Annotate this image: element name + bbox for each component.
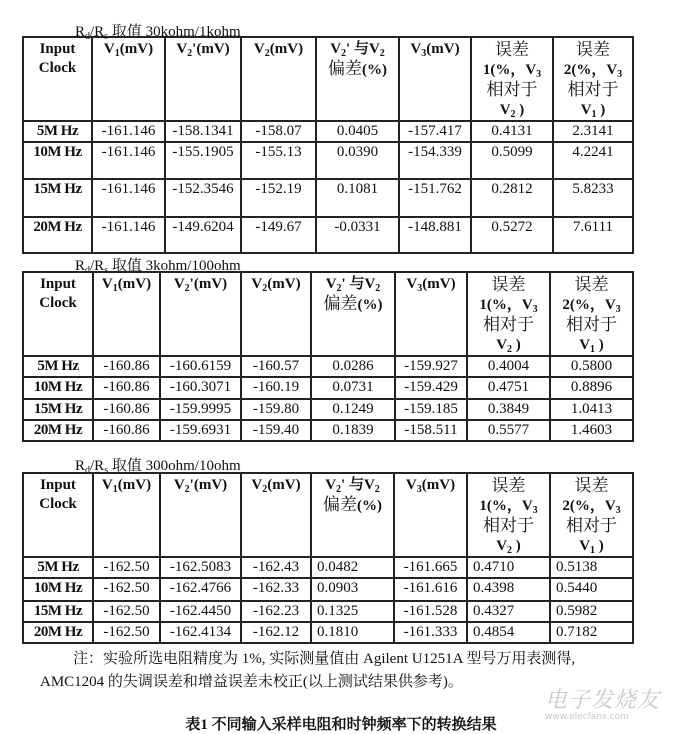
title-text: /R bbox=[90, 258, 105, 274]
column-header bbox=[93, 473, 160, 557]
value-cell: -161.616 bbox=[394, 578, 467, 601]
value-cell: 0.5138 bbox=[550, 557, 633, 578]
header-subscript: 3 bbox=[416, 484, 422, 495]
clock-cell: 5M Hz bbox=[23, 121, 92, 142]
header-text: 2(%，V bbox=[562, 498, 616, 514]
value-cell: 0.7182 bbox=[550, 622, 633, 643]
value-cell: -160.86 bbox=[93, 420, 160, 441]
header-subscript: 2 bbox=[510, 109, 516, 120]
header-text: 偏差 bbox=[323, 294, 358, 313]
value-cell: 0.0286 bbox=[311, 356, 395, 377]
header-text: V bbox=[173, 276, 185, 292]
column-header bbox=[471, 37, 553, 121]
header-subscript: 1 bbox=[112, 484, 118, 495]
header-text: 2(%，V bbox=[562, 297, 616, 313]
title-text: 取值 300ohm/10ohm bbox=[108, 458, 241, 474]
results-table bbox=[22, 472, 634, 644]
column-header bbox=[23, 473, 93, 557]
value-cell: -162.4766 bbox=[160, 578, 241, 601]
value-cell: -0.0331 bbox=[316, 217, 399, 253]
value-cell: -152.3546 bbox=[165, 179, 241, 217]
header-text: V bbox=[499, 102, 511, 118]
column-header bbox=[399, 37, 471, 121]
title-text: /R bbox=[90, 458, 105, 474]
value-cell: 0.2812 bbox=[471, 179, 553, 217]
value-cell: 0.3849 bbox=[467, 399, 550, 420]
title-subscript: d bbox=[85, 265, 91, 276]
clock-cell: 10M Hz bbox=[23, 377, 93, 399]
value-cell: -162.50 bbox=[93, 622, 160, 643]
value-cell: -159.9995 bbox=[160, 399, 241, 420]
value-cell: 0.0405 bbox=[316, 121, 399, 142]
header-text: V bbox=[251, 477, 263, 493]
header-text: ' 与V bbox=[346, 41, 380, 57]
value-cell: 0.1325 bbox=[311, 601, 394, 622]
header-text: (mV) bbox=[267, 477, 301, 493]
clock-cell: 15M Hz bbox=[23, 601, 93, 622]
value-cell: 0.4854 bbox=[467, 622, 550, 643]
header-text: Clock bbox=[38, 60, 77, 76]
clock-cell: 15M Hz bbox=[23, 179, 92, 217]
header-text: (mV) bbox=[269, 41, 304, 57]
value-cell: 0.5577 bbox=[467, 420, 550, 441]
column-header bbox=[23, 272, 93, 356]
clock-cell: 20M Hz bbox=[23, 622, 93, 643]
column-header bbox=[23, 37, 92, 121]
header-subscript: 2 bbox=[507, 344, 513, 355]
header-text: V bbox=[410, 41, 422, 57]
header-text: '(mV) bbox=[189, 276, 228, 292]
header-text: 偏差 bbox=[323, 495, 357, 514]
table-row bbox=[23, 578, 633, 601]
value-cell: 0.5800 bbox=[550, 356, 633, 377]
header-text: V bbox=[405, 477, 417, 493]
header-subscript: 2 bbox=[184, 484, 190, 495]
value-cell: -161.665 bbox=[394, 557, 467, 578]
table-row bbox=[23, 420, 633, 441]
value-cell: 1.4603 bbox=[550, 420, 633, 441]
header-text: 1(%，V bbox=[482, 62, 537, 78]
header-subscript: 1 bbox=[591, 109, 597, 120]
header-text: 1(%，V bbox=[479, 297, 533, 313]
header-subscript: 2 bbox=[374, 484, 380, 495]
header-text: V bbox=[325, 276, 337, 292]
header-text: V bbox=[176, 41, 188, 57]
value-cell: -160.19 bbox=[241, 377, 311, 399]
header-row bbox=[23, 473, 633, 557]
value-cell: -161.146 bbox=[92, 121, 165, 142]
header-text: 相对于 bbox=[566, 315, 617, 334]
value-cell: 5.8233 bbox=[553, 179, 633, 217]
table-row bbox=[23, 557, 633, 578]
value-cell: 0.5272 bbox=[471, 217, 553, 253]
value-cell: -161.146 bbox=[92, 142, 165, 179]
clock-cell: 5M Hz bbox=[23, 356, 93, 377]
header-text: ) bbox=[512, 538, 521, 554]
header-text: V bbox=[496, 337, 508, 353]
header-text: Clock bbox=[39, 295, 77, 311]
value-cell: -149.67 bbox=[241, 217, 316, 253]
value-cell: -154.339 bbox=[399, 142, 471, 179]
header-subscript: 2 bbox=[184, 283, 190, 294]
header-subscript: 2 bbox=[336, 484, 342, 495]
title-subscript: s bbox=[104, 265, 109, 276]
header-subscript: 3 bbox=[417, 283, 423, 294]
header-text: ' 与V bbox=[341, 276, 376, 292]
header-subscript: 1 bbox=[114, 48, 120, 59]
value-cell: -159.80 bbox=[241, 399, 311, 420]
value-cell: -162.43 bbox=[241, 557, 311, 578]
header-subscript: 3 bbox=[536, 69, 542, 80]
value-cell: 0.4710 bbox=[467, 557, 550, 578]
header-text: ) bbox=[595, 337, 604, 353]
header-row bbox=[23, 37, 633, 121]
header-subscript: 3 bbox=[617, 69, 623, 80]
table-row bbox=[23, 356, 633, 377]
value-cell: -148.881 bbox=[399, 217, 471, 253]
header-text: V bbox=[103, 41, 115, 57]
column-header bbox=[467, 272, 550, 356]
column-header bbox=[160, 272, 241, 356]
header-row bbox=[23, 272, 633, 356]
header-text: V bbox=[173, 477, 185, 493]
value-cell: -162.33 bbox=[241, 578, 311, 601]
header-text: 相对于 bbox=[566, 516, 617, 535]
clock-cell: 10M Hz bbox=[23, 578, 93, 601]
header-text: (mV) bbox=[117, 276, 152, 292]
column-header bbox=[160, 473, 241, 557]
value-cell: 0.0482 bbox=[311, 557, 394, 578]
header-subscript: 1 bbox=[590, 344, 596, 355]
table-row bbox=[23, 217, 633, 253]
header-text: 相对于 bbox=[483, 315, 534, 334]
title-text: R bbox=[75, 458, 86, 474]
value-cell: -162.4134 bbox=[160, 622, 241, 643]
header-text: 误差 bbox=[491, 275, 526, 294]
value-cell: -162.5083 bbox=[160, 557, 241, 578]
clock-cell: 15M Hz bbox=[23, 399, 93, 420]
header-subscript: 2 bbox=[187, 48, 193, 59]
clock-cell: 20M Hz bbox=[23, 420, 93, 441]
title-subscript: d bbox=[85, 31, 91, 42]
value-cell: 2.3141 bbox=[553, 121, 633, 142]
value-cell: -160.6159 bbox=[160, 356, 241, 377]
title-subscript: s bbox=[104, 465, 109, 476]
header-text: 偏差 bbox=[328, 59, 362, 78]
header-text: V bbox=[579, 538, 591, 554]
column-header bbox=[311, 473, 394, 557]
table-row bbox=[23, 601, 633, 622]
header-text: (mV) bbox=[426, 41, 460, 57]
value-cell: -159.185 bbox=[395, 399, 467, 420]
value-cell: -157.417 bbox=[399, 121, 471, 142]
header-text: Input bbox=[39, 41, 76, 57]
column-header bbox=[92, 37, 165, 121]
value-cell: 0.4398 bbox=[467, 578, 550, 601]
value-cell: 7.6111 bbox=[553, 217, 633, 253]
value-cell: -158.511 bbox=[395, 420, 467, 441]
header-text: 相对于 bbox=[486, 80, 538, 99]
value-cell: -161.146 bbox=[92, 179, 165, 217]
value-cell: -162.50 bbox=[93, 578, 160, 601]
header-text: (mV) bbox=[117, 477, 152, 493]
title-subscript: s bbox=[104, 31, 109, 42]
column-header bbox=[241, 37, 316, 121]
table-row bbox=[23, 121, 633, 142]
header-text: ) bbox=[595, 538, 604, 554]
table-row bbox=[23, 142, 633, 179]
header-text: (%) bbox=[357, 498, 382, 514]
value-cell: -161.528 bbox=[394, 601, 467, 622]
value-cell: 0.4131 bbox=[471, 121, 553, 142]
clock-cell: 20M Hz bbox=[23, 217, 92, 253]
value-cell: 0.0390 bbox=[316, 142, 399, 179]
header-text: V bbox=[580, 102, 592, 118]
header-subscript: 2 bbox=[379, 48, 385, 59]
value-cell: 1.0413 bbox=[550, 399, 633, 420]
column-header bbox=[550, 473, 633, 557]
value-cell: 0.4327 bbox=[467, 601, 550, 622]
value-cell: -161.146 bbox=[92, 217, 165, 253]
value-cell: -155.1905 bbox=[165, 142, 241, 179]
header-text: (mV) bbox=[421, 477, 456, 493]
title-text: R bbox=[75, 24, 86, 40]
note-line-1: 注：实验所选电阻精度为 1%, 实际测量值由 Agilent U1251A 型号万用表测得, bbox=[73, 651, 576, 667]
header-subscript: 2 bbox=[336, 283, 342, 294]
header-subscript: 1 bbox=[112, 283, 118, 294]
table-row bbox=[23, 377, 633, 399]
value-cell: 0.4004 bbox=[467, 356, 550, 377]
column-header bbox=[93, 272, 160, 356]
header-text: 相对于 bbox=[567, 80, 619, 99]
value-cell: 0.0731 bbox=[311, 377, 395, 399]
value-cell: 0.0903 bbox=[311, 578, 394, 601]
table-row bbox=[23, 622, 633, 643]
header-subscript: 3 bbox=[615, 304, 621, 315]
title-text: /R bbox=[90, 24, 105, 40]
column-header bbox=[316, 37, 399, 121]
value-cell: -158.07 bbox=[241, 121, 316, 142]
header-text: (%) bbox=[357, 297, 383, 313]
header-text: V bbox=[251, 276, 263, 292]
value-cell: 0.1249 bbox=[311, 399, 395, 420]
value-cell: -162.4450 bbox=[160, 601, 241, 622]
header-subscript: 3 bbox=[532, 304, 538, 315]
value-cell: -162.50 bbox=[93, 557, 160, 578]
header-text: V bbox=[579, 337, 591, 353]
header-text: ' 与V bbox=[341, 477, 375, 493]
value-cell: -159.927 bbox=[395, 356, 467, 377]
header-text: (mV) bbox=[119, 41, 154, 57]
column-header bbox=[241, 272, 311, 356]
column-header bbox=[165, 37, 241, 121]
header-text: 误差 bbox=[495, 40, 529, 59]
value-cell: -159.429 bbox=[395, 377, 467, 399]
header-subscript: 1 bbox=[590, 545, 596, 556]
header-subscript: 2 bbox=[507, 545, 513, 556]
header-text: 误差 bbox=[576, 40, 610, 59]
header-text: V bbox=[325, 477, 337, 493]
header-text: V bbox=[101, 276, 113, 292]
value-cell: 0.5982 bbox=[550, 601, 633, 622]
header-text: (%) bbox=[362, 62, 387, 78]
value-cell: -152.19 bbox=[241, 179, 316, 217]
header-subscript: 2 bbox=[262, 484, 268, 495]
column-header bbox=[553, 37, 633, 121]
header-text: V bbox=[406, 276, 418, 292]
header-subscript: 3 bbox=[421, 48, 427, 59]
header-text: ) bbox=[512, 337, 521, 353]
header-text: 误差 bbox=[574, 476, 609, 495]
value-cell: -149.6204 bbox=[165, 217, 241, 253]
title-text: 取值 3kohm/100ohm bbox=[108, 258, 241, 274]
title-text: 取值 30kohm/1kohm bbox=[108, 24, 241, 40]
value-cell: -151.762 bbox=[399, 179, 471, 217]
header-text: 相对于 bbox=[483, 516, 534, 535]
header-text: V bbox=[496, 538, 508, 554]
header-text: V bbox=[253, 41, 265, 57]
header-text: 误差 bbox=[491, 476, 526, 495]
header-subscript: 3 bbox=[615, 505, 621, 516]
column-header bbox=[395, 272, 467, 356]
results-table bbox=[22, 271, 634, 442]
clock-cell: 5M Hz bbox=[23, 557, 93, 578]
column-header bbox=[311, 272, 395, 356]
header-text: V bbox=[330, 41, 342, 57]
value-cell: -162.12 bbox=[241, 622, 311, 643]
value-cell: -159.6931 bbox=[160, 420, 241, 441]
column-header bbox=[394, 473, 467, 557]
value-cell: -158.1341 bbox=[165, 121, 241, 142]
header-text: Input bbox=[40, 276, 76, 292]
value-cell: -155.13 bbox=[241, 142, 316, 179]
header-text: 误差 bbox=[574, 275, 609, 294]
table-caption: 表1 不同输入采样电阻和时钟频率下的转换结果 bbox=[185, 717, 497, 733]
header-text: '(mV) bbox=[192, 41, 230, 57]
header-subscript: 3 bbox=[532, 505, 538, 516]
header-text: (mV) bbox=[267, 276, 301, 292]
title-subscript: d bbox=[85, 465, 91, 476]
value-cell: -160.57 bbox=[241, 356, 311, 377]
title-text: R bbox=[75, 258, 86, 274]
header-subscript: 2 bbox=[262, 283, 268, 294]
watermark-logo: 电子发烧友 www.elecfans.com bbox=[545, 688, 661, 722]
value-cell: -160.86 bbox=[93, 377, 160, 399]
value-cell: 0.8896 bbox=[550, 377, 633, 399]
header-text: Clock bbox=[39, 496, 77, 512]
table-row bbox=[23, 399, 633, 420]
header-text: ) bbox=[596, 102, 606, 118]
header-text: (mV) bbox=[422, 276, 456, 292]
header-subscript: 2 bbox=[341, 48, 347, 59]
results-table bbox=[22, 36, 634, 254]
header-text: 2(%，V bbox=[563, 62, 618, 78]
column-header bbox=[241, 473, 311, 557]
header-text: Input bbox=[40, 477, 76, 493]
value-cell: 0.4751 bbox=[467, 377, 550, 399]
value-cell: -160.86 bbox=[93, 356, 160, 377]
header-text: V bbox=[101, 477, 113, 493]
column-header bbox=[467, 473, 550, 557]
header-subscript: 2 bbox=[264, 48, 270, 59]
value-cell: -161.333 bbox=[394, 622, 467, 643]
value-cell: 4.2241 bbox=[553, 142, 633, 179]
note-line-2: AMC1204 的失调误差和增益误差未校正(以上测试结果供参考)。 bbox=[40, 674, 463, 690]
column-header bbox=[550, 272, 633, 356]
value-cell: 0.5099 bbox=[471, 142, 553, 179]
header-subscript: 2 bbox=[375, 283, 381, 294]
value-cell: 0.5440 bbox=[550, 578, 633, 601]
table-row bbox=[23, 179, 633, 217]
value-cell: 0.1810 bbox=[311, 622, 394, 643]
value-cell: -159.40 bbox=[241, 420, 311, 441]
value-cell: 0.1839 bbox=[311, 420, 395, 441]
clock-cell: 10M Hz bbox=[23, 142, 92, 179]
value-cell: -162.50 bbox=[93, 601, 160, 622]
header-text: '(mV) bbox=[189, 477, 228, 493]
header-text: 1(%，V bbox=[479, 498, 533, 514]
value-cell: -160.86 bbox=[93, 399, 160, 420]
header-text: ) bbox=[515, 102, 525, 118]
value-cell: -162.23 bbox=[241, 601, 311, 622]
value-cell: -160.3071 bbox=[160, 377, 241, 399]
value-cell: 0.1081 bbox=[316, 179, 399, 217]
